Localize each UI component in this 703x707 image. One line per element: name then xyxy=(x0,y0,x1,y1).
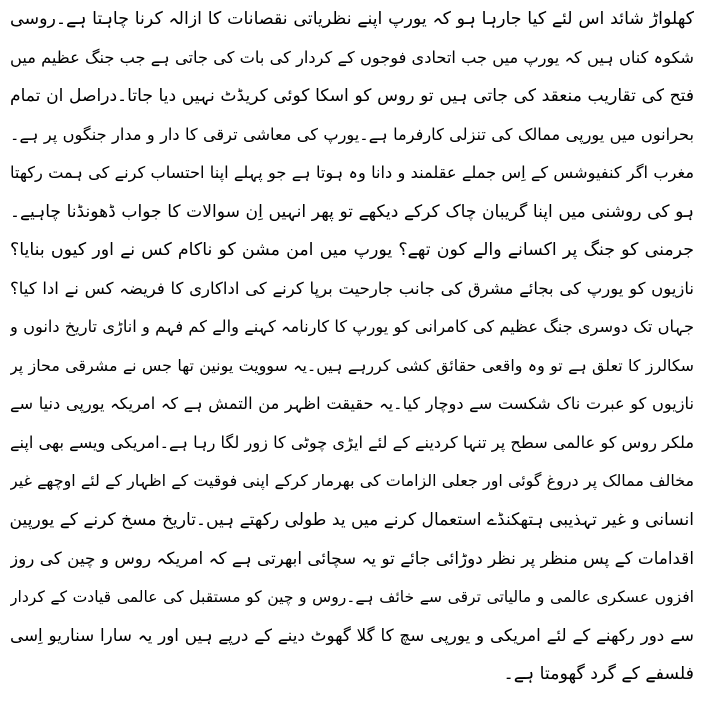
paragraph xyxy=(10,4,694,697)
text-line: جہاں تک دوسری جنگ عظیم کی کامرانی کو یورپ کا کارنامہ کہنے والے کم فہم و اناڑی تاریخ دانوں و xyxy=(10,317,694,336)
text-line: کھلواڑ شائد اس لئے کیا جارہا ہو کہ یورپ اپنے نظریاتی نقصانات کا ازالہ کرنا چاہتا ہے۔روسی xyxy=(10,9,694,29)
text-line: افزوں عسکری عالمی و مالیاتی ترقی سے خائف ہے۔روس و چین کو مستقبل کی عالمی قیادت کے کردار xyxy=(10,587,694,606)
text-line: انسانی و غیر تہذیبی ہتھکنڈے استعمال کرنے میں ید طولی رکھتے ہیں۔تاریخ مسخ کرنے کے یورپین xyxy=(10,509,694,530)
text-line: بحرانوں میں یورپی ممالک کی تنزلی کارفرما ہے۔یورپ کی معاشی ترقی کا دار و مدار جنگوں پر ہے۔ xyxy=(10,124,694,144)
text-line: جرمنی کو جنگ پر اکسانے والے کون تھے؟ یورپ میں امن مشن کو ناکام کس نے اور کیوں بنایا؟ xyxy=(10,240,694,260)
text-line: فلسفے کے گرد گھومتا ہے۔ xyxy=(503,663,694,684)
text-line: مخالف ممالک پر دروغ گوئی اور جعلی الزامات کی بھرمار کرکے اپنی فوقیت کے اظہار کے لئے اوچھے غیر xyxy=(10,471,694,490)
text-line: اقدامات کے پس منظر پر نظر دوڑائی جائے تو یہ سچائی ابھرتی ہے کہ امریکہ روس و چین کی روز xyxy=(10,548,694,568)
text-line: فتح کی تقاریب منعقد کی جاتی ہیں تو روس کو اسکا کوئی کریڈٹ نہیں دیا جاتا۔دراصل ان تمام xyxy=(10,86,694,106)
text-line: شکوہ کناں ہیں کہ یورپ میں جب اتحادی فوجوں کے کردار کی بات کی جاتی ہے جب جنگ عظیم میں xyxy=(10,47,694,67)
text-line: نازیوں کو عبرت ناک شکست سے دوچار کیا۔یہ حقیقت اظہر من التمش ہے کہ امریکہ یورپی دنیا سے xyxy=(10,394,694,413)
text-line: نازیوں کو یورپ کی بجائے مشرق کی جانب جارحیت برپا کرنے کی اداکاری کا فریضہ کس نے ادا کیا؟ xyxy=(10,278,694,298)
text-line: ہو کی روشنی میں اپنا گریبان چاک کرکے دیکھے تو پھر انہیں اِن سوالات کا جواب ڈھونڈنا چاہیے۔ xyxy=(10,201,694,222)
text-line: سکالرز کا تعلق ہے تو وہ واقعی حقائق کشی کررہے ہیں۔یہ سوویت یونین تھا جس نے مشرقی محاز پر xyxy=(10,355,694,375)
text-line: ملکر روس کو عالمی سطح پر تنہا کردینے کے لئے ایڑی چوٹی کا زور لگا رہا ہے۔امریکی ویسے بھی اپنے xyxy=(10,432,694,452)
text-line: مغرب اگر کنفیوشس کے اِس جملے عقلمند و دانا وہ ہوتا ہے جو پہلے اپنا احتساب کرنے کی ہمت رکھتا xyxy=(10,163,694,182)
text-line: سے دور رکھنے کے لئے امریکی و یورپی سچ کا گلا گھوٹ دینے کے درپے ہیں اور یہ سارا سناریو اِسی xyxy=(10,625,694,645)
